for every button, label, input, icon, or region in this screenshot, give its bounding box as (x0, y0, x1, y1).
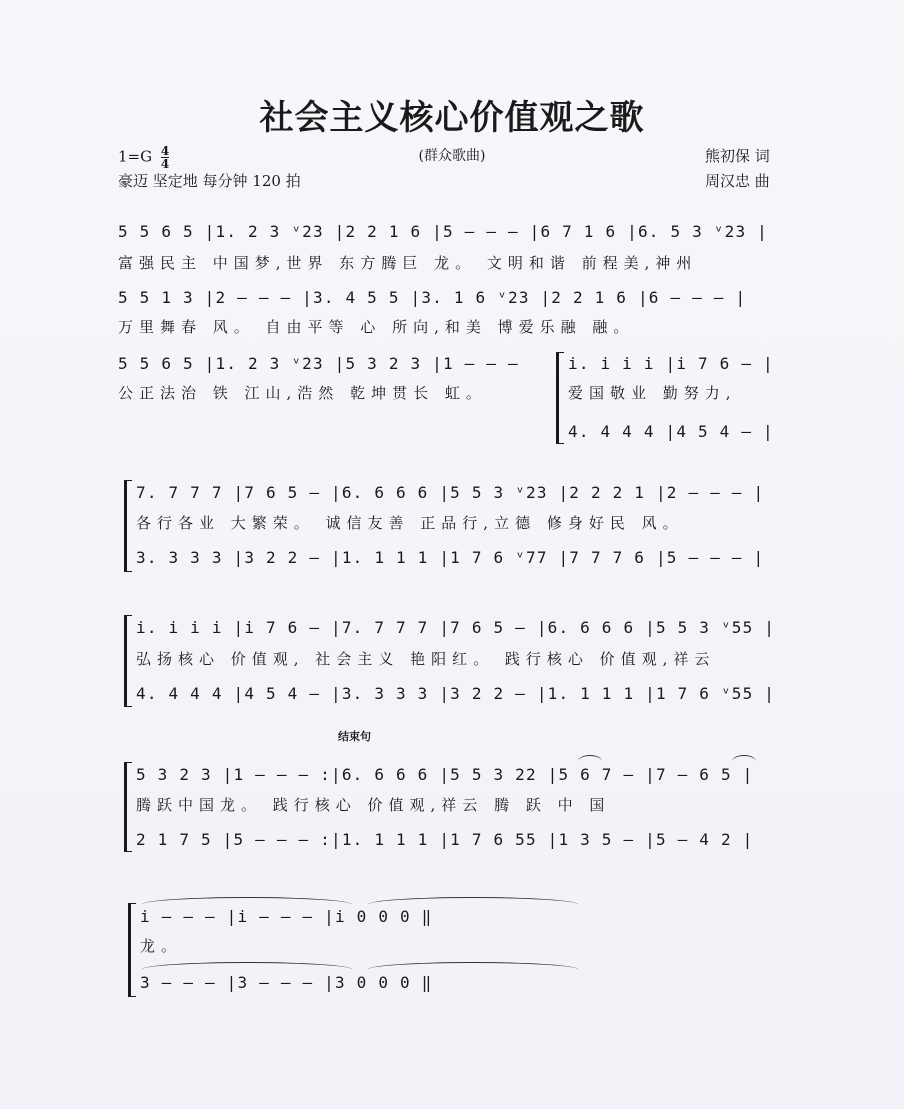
notation-line-1: 5 5 6 5 |1. 2 3 ᵛ23 |2 2 1 6 |5 — — — |6 7 1 6 |6. 5 3 ᵛ23 | (118, 222, 768, 241)
song-genre: (群众歌曲) (418, 148, 486, 164)
notation-line-6-lower: 2 1 7 5 |5 — — — :|1. 1 1 1 |1 7 6 55 |1 3 5 — |5 — 4 2 | (136, 830, 754, 849)
part-bracket (124, 615, 132, 707)
lyric-line-4: 各行各业 大繁荣。 诚信友善 正品行,立德 修身好民 风。 (136, 514, 684, 532)
song-title: 社会主义核心价值观之歌 (259, 98, 645, 138)
notation-line-3: 5 5 6 5 |1. 2 3 ᵛ23 |5 3 2 3 |1 — — — (118, 354, 519, 373)
lyric-line-6: 腾跃中国龙。 践行核心 价值观,祥云 腾 跃 中 国 (136, 796, 611, 814)
composer-credit: 周汉忠 曲 (705, 172, 770, 190)
notation-line-3-upper: i. i i i |i 7 6 — | (568, 354, 774, 373)
lyric-line-1: 富强民主 中国梦,世界 东方腾巨 龙。 文明和谐 前程美,神州 (118, 254, 698, 272)
notation-line-6-upper: 5 3 2 3 |1 — — — :|6. 6 6 6 |5 5 3 22 |5 6 7 — |7 — 6 5 | (136, 765, 754, 784)
notation-line-3-lower: 4. 4 4 4 |4 5 4 — | (568, 422, 774, 441)
lyric-line-3-upper: 爱国敬业 勤努力, (568, 384, 737, 402)
notation-line-4-lower: 3. 3 3 3 |3 2 2 — |1. 1 1 1 |1 7 6 ᵛ77 |7 7 7 6 |5 — — — | (136, 548, 765, 567)
tempo-marking: 豪迈 坚定地 每分钟 120 拍 (118, 172, 301, 190)
part-bracket (128, 903, 136, 997)
notation-line-2: 5 5 1 3 |2 — — — |3. 4 5 5 |3. 1 6 ᵛ23 |2 2 1 6 |6 — — — | (118, 288, 747, 307)
notation-line-5-lower: 4. 4 4 4 |4 5 4 — |3. 3 3 3 |3 2 2 — |1. 1 1 1 |1 7 6 ᵛ55 | (136, 684, 776, 703)
lyric-line-2: 万里舞春 风。 自由平等 心 所向,和美 博爱乐融 融。 (118, 318, 635, 336)
time-signature-bottom: 4 (160, 157, 170, 171)
part-bracket (556, 352, 564, 444)
lyric-line-3: 公正法治 铁 江山,浩然 乾坤贯长 虹。 (118, 384, 487, 402)
lyricist-credit: 熊初保 词 (705, 147, 770, 165)
notation-line-7-lower: 3 — — — |3 — — — |3 0 0 0 ‖ (140, 973, 433, 992)
notation-line-5-upper: i. i i i |i 7 6 — |7. 7 7 7 |7 6 5 — |6. 6 6 6 |5 5 3 ᵛ55 | (136, 618, 776, 637)
lyric-line-7: 龙。 (140, 937, 183, 955)
time-signature-top: 4 (160, 144, 170, 158)
part-bracket (124, 480, 132, 572)
notation-line-7-upper: i — — — |i — — — |i 0 0 0 ‖ (140, 907, 433, 926)
notation-line-4-upper: 7. 7 7 7 |7 6 5 — |6. 6 6 6 |5 5 3 ᵛ23 |2 2 2 1 |2 — — — | (136, 483, 765, 502)
part-bracket (124, 762, 132, 852)
key-label: 1=G (118, 147, 153, 166)
lyric-line-5: 弘扬核心 价值观, 社会主义 艳阳红。 践行核心 价值观,祥云 (136, 650, 716, 668)
ending-label: 结束句 (338, 730, 371, 743)
